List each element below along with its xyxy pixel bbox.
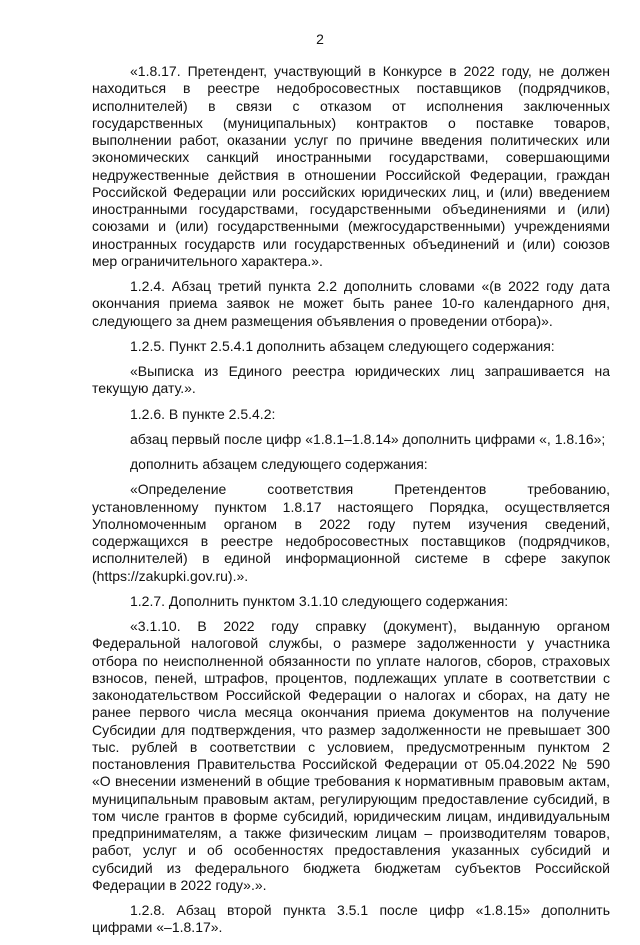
text-line: 1.2.4. Абзац третий пункта 2.2 дополнить словами «(в 2022 году дата [130,278,610,294]
text-line: абзац первый после цифр «1.8.1–1.8.14» дополнить цифрами «, 1.8.16»; [130,430,606,447]
text-line: находиться в реестре недобросовестных поставщиков (подрядчиков, [92,80,610,97]
paragraph-p6 [92,431,610,448]
text-line: дополнить абзацем следующего содержания: [130,456,428,472]
text-line: муниципальным правовым актам, регулирующим предоставление субсидий, в [92,790,610,807]
paragraph-p10 [92,618,610,894]
text-line: текущую дату.». [92,380,196,397]
text-line: отбора по неисполненной обязанности по уплате налогов, сборов, страховых [92,652,610,669]
text-line: взносов, пеней, штрафов, процентов, подлежащих уплате в соответствии с [92,669,610,686]
text-line: 1.2.7. Дополнить пунктом 3.1.10 следующего содержания: [130,592,509,609]
text-line: Федерации в 2022 году».». [92,876,267,893]
text-line: государственных (муниципальных) контрактов о поставке товаров, [92,114,610,131]
document-body [92,63,610,945]
text-line: «3.1.10. В 2022 году справку (документ), выданную органом [130,618,610,634]
text-line: постановления Правительства Российской Федерации от 05.04.2022 № 590 [92,756,610,772]
text-line: цифрами «–1.8.17». [92,919,223,936]
text-line: союзами и (или) государственными (межгосударственными) учреждениями [92,218,610,235]
text-line: предпринимателям, а также физическим лицам – производителям товаров, [92,825,610,841]
paragraph-p4 [92,363,610,398]
text-line: мер ограничительного характера.». [92,252,323,269]
text-line: Уполномоченным органом в 2022 году путем изучения сведений, [92,515,610,532]
text-line: (https://zakupki.gov.ru).». [92,567,249,584]
text-line: «О внесении изменений в общие требования к нормативным правовым актам, [92,773,610,790]
text-line: содержащихся в реестре недобросовестных поставщиков (подрядчиков, [92,533,610,549]
text-line: Субсидии для подтверждения, что размер задолженности не превышает 300 [92,721,610,738]
paragraph-p9 [92,593,610,610]
paragraph-p8 [92,481,610,585]
text-line: 1.2.5. Пункт 2.5.4.1 дополнить абзацем следующего содержания: [130,337,555,354]
text-line: следующего за днем размещения объявления о проведении отбора)». [92,312,553,329]
text-line: недружественные действия в отношении Российской Федерации, граждан [92,166,610,183]
text-line: том числе грантов в форме субсидий, юридическим лицам, индивидуальным [92,807,610,824]
paragraph-p11 [92,902,610,937]
text-line: иностранными государствами, государственными объединениями и (или) [92,201,610,217]
text-line: 1.2.8. Абзац второй пункта 3.5.1 после цифр «1.8.15» дополнить [130,902,610,918]
paragraph-p5 [92,406,610,423]
text-line: выполнении работ, оказании услуг по причине введения политических или [92,132,610,148]
paragraph-p3 [92,338,610,355]
text-line: работ, услуг и об особенностях предоставления указанных субсидий и [92,842,610,859]
text-line: Российской Федерации или российских юридических лиц, и (или) введением [92,183,610,200]
text-line: иностранных государств или государственных объединений и (или) союзов [92,235,610,252]
text-line: тыс. рублей в соответствии с условием, предусмотренным пунктом 2 [92,738,610,755]
text-line: субсидий из федерального бюджета бюджетам субъектов Российской [92,859,610,876]
text-line: «Выписка из Единого реестра юридических лиц запрашивается на [130,363,610,379]
text-line: «1.8.17. Претендент, участвующий в Конкурсе в 2022 году, не должен [130,63,610,79]
text-line: исполнителей) в связи с отказом от исполнения заключенных [92,97,610,114]
text-line: экономических санкций иностранными государствами, совершающими [92,149,610,166]
paragraph-p1 [92,63,610,270]
text-line: законодательством Российской Федерации о налогах и сборах, на дату не [92,687,610,703]
paragraph-p7 [92,456,610,473]
text-line: «Определение соответствия Претендентов требованию, [130,481,610,498]
text-line: ранее первого числа месяца окончания приема документов на получение [92,704,610,721]
page-number: 2 [316,31,324,47]
text-line: окончания приема заявок не может быть ранее 10-го календарного дня, [92,295,610,312]
text-line: исполнителей) в единой информационной системе в сфере закупок [92,550,610,567]
text-line: установленному пунктом 1.8.17 настоящего Порядка, осуществляется [92,498,610,515]
text-line: 1.2.6. В пункте 2.5.4.2: [130,405,276,422]
text-line: Федеральной налоговой службы, о размере задолженности у участника [92,635,610,652]
paragraph-p2 [92,278,610,330]
